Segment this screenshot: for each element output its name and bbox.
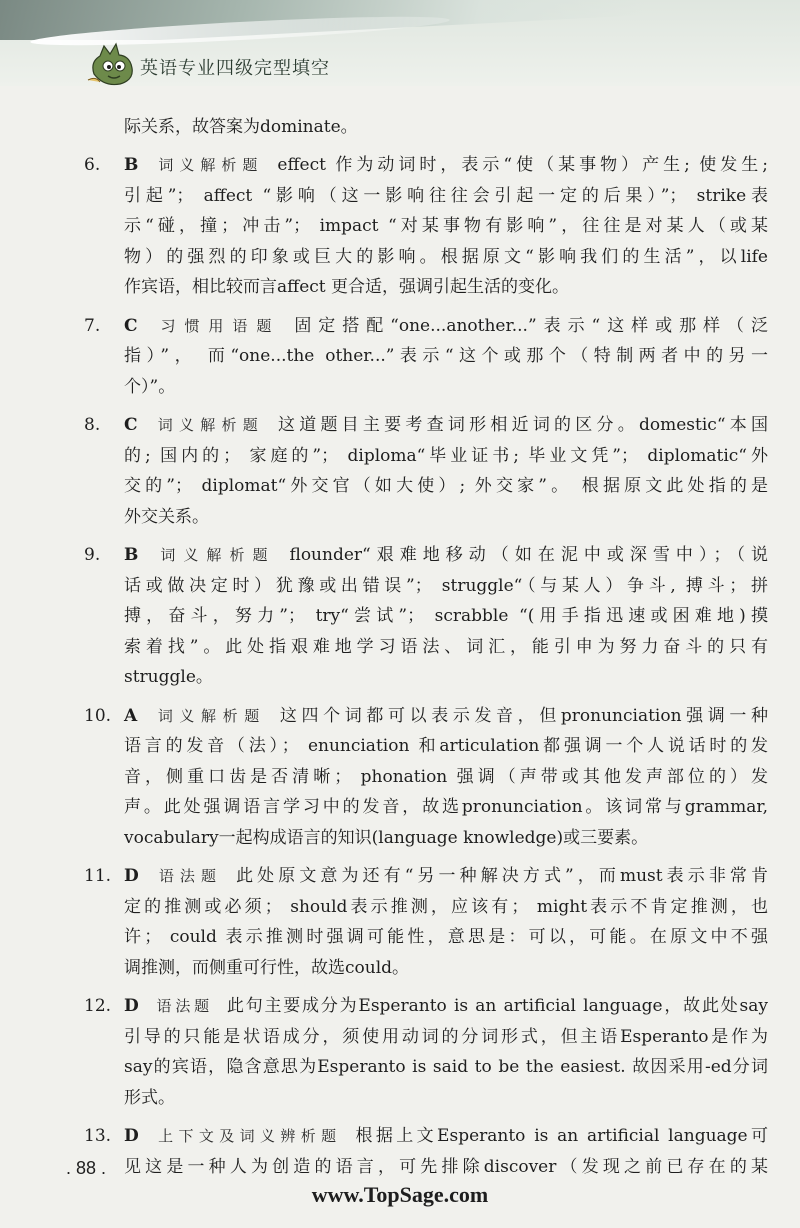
question-category: 词义解析题 xyxy=(154,546,276,564)
explanation-line xyxy=(124,1022,768,1053)
question-number: 13. xyxy=(84,1126,112,1146)
answer-explanations xyxy=(84,112,768,1182)
explanation-text: 见这是一种人为创造的语言，可先排除discover（发现之前已存在的某 xyxy=(124,1156,768,1177)
answer-letter: D xyxy=(124,1126,139,1146)
question-number: 7. xyxy=(84,315,101,336)
explanation-text: 交的”； diplomat“外交官（如大使）; 外交家”。 根据原文此处指的是 xyxy=(124,476,768,496)
explanation-line xyxy=(124,762,768,793)
explanation-text: struggle。 xyxy=(124,667,213,687)
explanation-line xyxy=(124,1121,768,1152)
explanation-line xyxy=(124,861,768,892)
explanation-line xyxy=(124,571,768,602)
answer-entry xyxy=(84,701,768,854)
answer-entry xyxy=(84,311,768,403)
explanation-line xyxy=(124,540,768,571)
explanation-line xyxy=(124,410,768,441)
explanation-line xyxy=(124,922,768,953)
explanation-text: 引起”； affect “影响（这一影响往往会引起一定的后果）”； strike表 xyxy=(124,185,768,206)
explanation-text: 声。此处强调语言学习中的发音，故选pronunciation。该词常与grammar, xyxy=(124,797,768,817)
explanation-line xyxy=(124,601,768,632)
answer-entry xyxy=(84,410,768,532)
explanation-line xyxy=(124,272,768,303)
explanation-text: 的; 国内的； 家庭的”； diploma“毕业证书; 毕业文凭”； diplomatic“外 xyxy=(124,445,768,466)
explanation-line xyxy=(124,441,768,472)
question-category: 上下文及词义辨析题 xyxy=(154,1127,342,1145)
explanation-text: effect 作为动词时，表示“使（某事物）产生; 使发生; xyxy=(277,155,768,175)
question-number: 11. xyxy=(84,866,112,886)
explanation-text: say的宾语，隐含意思为Esperanto is said to be the easiest. 故因采用-ed分词 xyxy=(124,1057,768,1077)
explanation-line xyxy=(124,953,768,984)
explanation-text: 语言的发音（法）； enunciation 和articulation都强调一个人说话时的发 xyxy=(124,736,768,756)
explanation-line xyxy=(124,311,768,342)
question-category: 习惯用语题 xyxy=(153,316,281,335)
explanation-text: flounder“艰难地移动（如在泥中或深雪中）；（说 xyxy=(289,545,768,565)
answer-entry xyxy=(84,991,768,1113)
explanation-text: 索着找”。此处指艰难地学习语法、词汇，能引申为努力奋斗的只有 xyxy=(124,636,768,657)
explanation-text: 这四个词都可以表示发音，但pronunciation强调一种 xyxy=(279,705,768,726)
explanation-text: 示“碰，撞；冲击”； impact “对某事物有影响”，往往是对某人（或某 xyxy=(124,216,768,236)
answer-letter: D xyxy=(124,996,139,1016)
page-number: . 88 . xyxy=(66,1158,107,1178)
explanation-text: 形式。 xyxy=(124,1087,175,1108)
explanation-line xyxy=(124,181,768,212)
explanation-line xyxy=(124,1052,768,1083)
explanation-line xyxy=(124,242,768,273)
explanation-line xyxy=(124,823,768,854)
answer-entry xyxy=(84,540,768,693)
question-category: 语法题 xyxy=(154,867,223,885)
explanation-text: 引导的只能是状语成分，须使用动词的分词形式，但主语Esperanto是作为 xyxy=(124,1026,768,1047)
explanation-line xyxy=(124,701,768,732)
continuation-text: 际关系，故答案为dominate。 xyxy=(124,117,358,137)
question-number: 8. xyxy=(84,415,101,435)
question-number: 10. xyxy=(84,705,112,726)
explanation-line xyxy=(124,1083,768,1114)
question-category: 词义解析题 xyxy=(154,156,264,174)
explanation-line xyxy=(124,341,768,372)
explanation-text: 这道题目主要考查词形相近词的区分。domestic“本国 xyxy=(277,415,768,435)
explanation-line xyxy=(124,892,768,923)
explanation-text: 调推测，而侧重可行性，故选could。 xyxy=(124,957,410,978)
answer-letter: B xyxy=(124,545,139,565)
series-title: 英语专业四级完型填空 xyxy=(140,58,330,79)
explanation-line xyxy=(124,1152,768,1183)
explanation-text: 话或做决定时）犹豫或出错误”； struggle“（与某人）争斗, 搏斗；拼 xyxy=(124,575,768,596)
answer-letter: C xyxy=(124,315,138,336)
explanation-text: 搏，奋斗，努力”； try“尝试”； scrabble “(用手指迅速或困难地)摸 xyxy=(124,606,768,626)
explanation-text: 许； could 表示推测时强调可能性，意思是：可以，可能。在原文中不强 xyxy=(124,927,768,947)
explanation-line xyxy=(124,991,768,1022)
explanation-text: 指）”， 而“one...the other...”表示“这个或那个（特制两者中的另一 xyxy=(124,346,768,366)
answer-entry xyxy=(84,1121,768,1182)
explanation-line xyxy=(124,662,768,693)
explanation-text: 此处原文意为还有“另一种解决方式”，而must表示非常肯 xyxy=(236,866,768,886)
explanation-text: 物）的强烈的印象或巨大的影响。根据原文“影响我们的生活”，以life xyxy=(124,246,768,267)
explanation-line xyxy=(124,150,768,181)
explanation-text: 此句主要成分为Esperanto is an artificial language，故此处say xyxy=(226,996,768,1016)
answer-letter: B xyxy=(124,155,139,175)
explanation-line xyxy=(124,211,768,242)
mascot-icon xyxy=(86,40,138,88)
question-category: 词义解析题 xyxy=(153,706,266,725)
explanation-text: 作宾语，相比较而言affect 更合适，强调引起生活的变化。 xyxy=(124,277,570,297)
explanation-text: 个）”。 xyxy=(124,376,176,397)
explanation-line xyxy=(124,632,768,663)
explanation-text: vocabulary一起构成语言的知识(language knowledge)或三要素。 xyxy=(124,827,649,848)
question-category: 词义解析题 xyxy=(153,416,264,434)
question-number: 9. xyxy=(84,545,101,565)
explanation-text: 音，侧重口齿是否清晰； phonation 强调（声带或其他发声部位的）发 xyxy=(124,766,768,787)
explanation-line xyxy=(124,731,768,762)
explanation-text: 根据上文Esperanto is an artificial language可 xyxy=(355,1126,768,1146)
answer-letter: C xyxy=(124,415,138,435)
question-number: 12. xyxy=(84,996,112,1016)
explanation-line xyxy=(124,502,768,533)
explanation-line xyxy=(124,792,768,823)
question-number: 6. xyxy=(84,155,101,175)
explanation-text: 固定搭配“one...another...”表示“这样或那样（泛 xyxy=(294,315,768,336)
answer-entry xyxy=(84,150,768,303)
question-category: 语法题 xyxy=(154,997,213,1015)
explanation-text: 外交关系。 xyxy=(124,506,209,527)
answer-entry xyxy=(84,861,768,983)
entries-list xyxy=(84,150,768,1182)
answer-letter: D xyxy=(124,866,139,886)
website-url: www.TopSage.com xyxy=(311,1182,489,1207)
explanation-line xyxy=(124,471,768,502)
answer-letter: A xyxy=(124,705,138,726)
explanation-text: 定的推测或必须； should表示推测，应该有； might表示不肯定推测，也 xyxy=(124,896,768,917)
explanation-line xyxy=(124,372,768,403)
